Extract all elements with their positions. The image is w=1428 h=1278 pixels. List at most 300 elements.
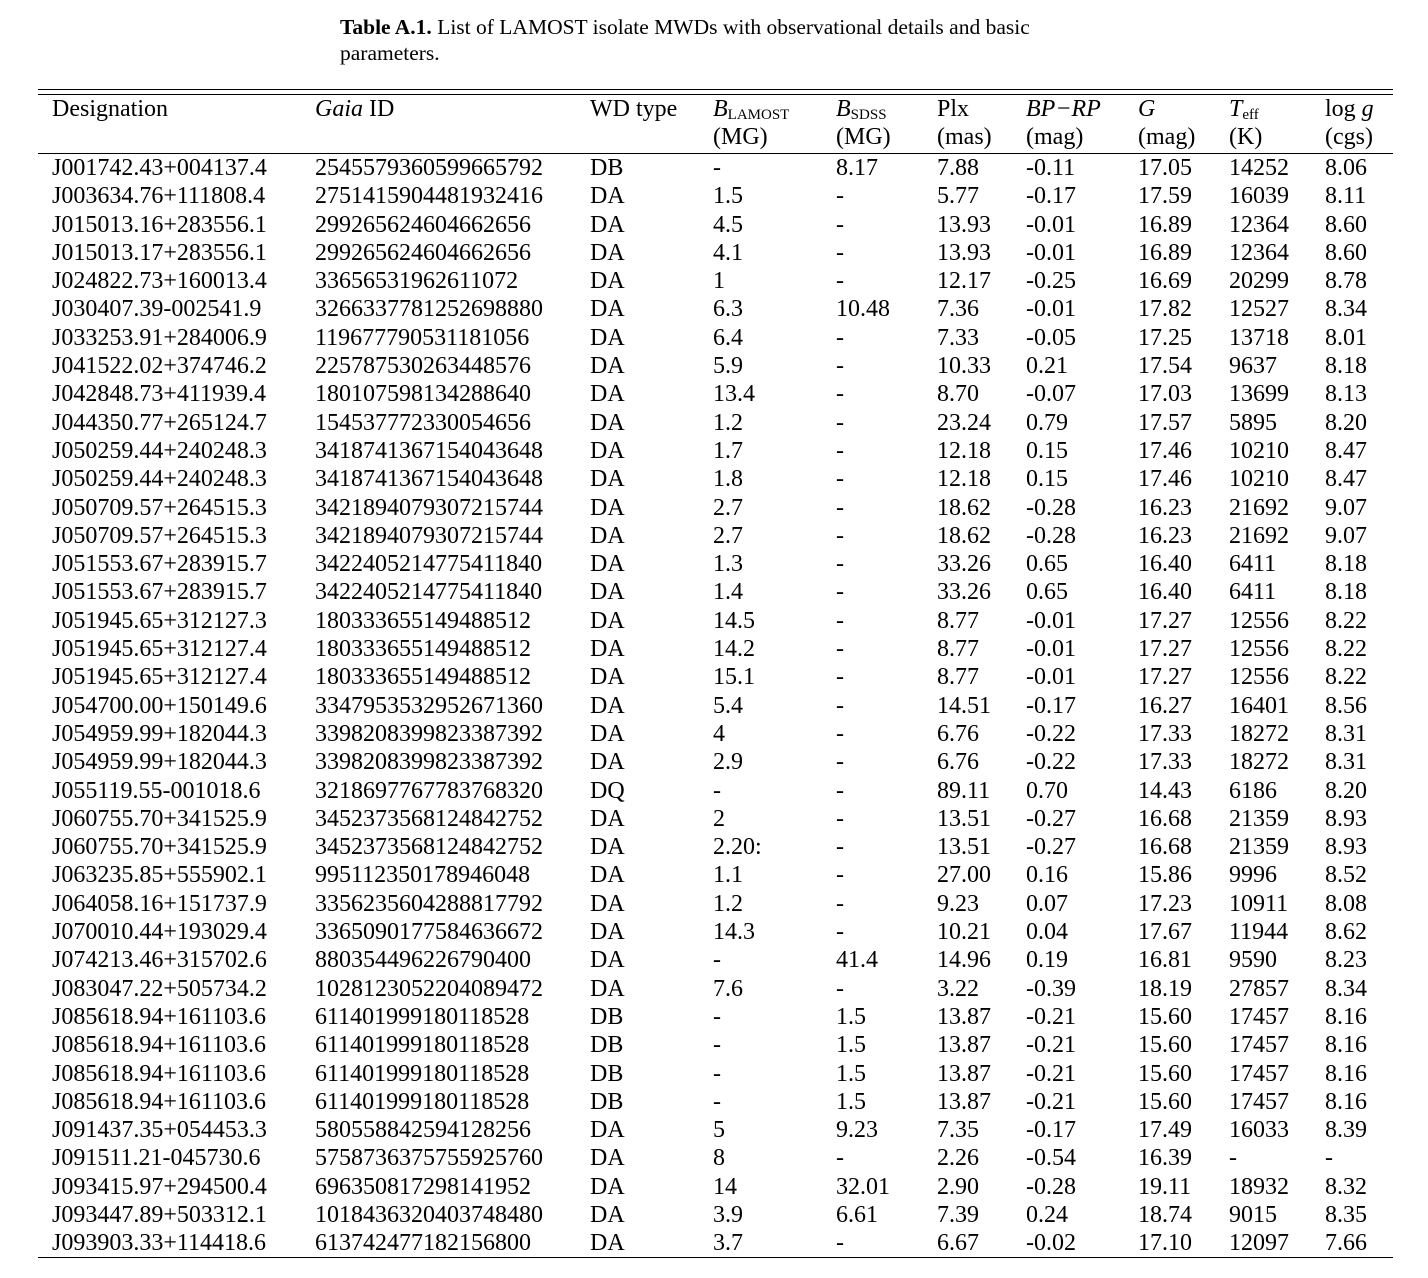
cell-wd-type: DA: [590, 1117, 625, 1144]
cell-teff: 9996: [1229, 862, 1277, 889]
cell-wd-type: DA: [590, 551, 625, 578]
cell-designation: J063235.85+555902.1: [52, 862, 267, 889]
cell-b-lamost: 1.2: [713, 409, 743, 436]
cell-log-g: 8.93: [1325, 834, 1367, 861]
cell-gaia-id: 611401999180118528: [315, 1003, 530, 1030]
cell-bp-rp: -0.05: [1026, 324, 1076, 351]
cell-b-sdss: 10.48: [836, 296, 890, 323]
cell-log-g: 8.31: [1325, 720, 1367, 747]
table-row: [38, 607, 1395, 635]
cell-log-g: 8.16: [1325, 1003, 1367, 1030]
cell-gaia-id: 2545579360599665792: [315, 155, 543, 181]
cell-gaia-id: 3421894079307215744: [315, 522, 543, 549]
table-row: [38, 295, 1395, 323]
cell-plx: 6.76: [937, 749, 979, 776]
cell-plx: 3.22: [937, 975, 979, 1002]
cell-wd-type: DA: [590, 466, 625, 493]
cell-plx: 13.87: [937, 1003, 991, 1030]
table-row: [38, 635, 1395, 663]
cell-b-sdss: -: [836, 1230, 844, 1257]
table-row: [38, 437, 1395, 465]
cell-teff: 18272: [1229, 749, 1289, 776]
cell-b-lamost: 14.5: [713, 607, 755, 634]
cell-designation: J024822.73+160013.4: [52, 268, 267, 295]
cell-log-g: 8.18: [1325, 551, 1367, 578]
cell-teff: 17457: [1229, 1060, 1289, 1087]
cell-log-g: 8.47: [1325, 466, 1367, 493]
cell-b-sdss: 9.23: [836, 1117, 878, 1144]
cell-teff: 6411: [1229, 551, 1277, 578]
cell-b-lamost: -: [713, 155, 721, 181]
cell-b-sdss: -: [836, 636, 844, 663]
cell-b-lamost: 2.7: [713, 494, 743, 521]
cell-b-sdss: -: [836, 692, 844, 719]
table-row: [38, 946, 1395, 974]
cell-designation: J051945.65+312127.3: [52, 607, 267, 634]
cell-b-lamost: 2.20:: [713, 834, 762, 861]
table-row: [38, 1060, 1395, 1088]
cell-bp-rp: -0.54: [1026, 1145, 1076, 1172]
table-row: [38, 748, 1395, 776]
cell-b-sdss: 8.17: [836, 155, 878, 181]
table-row: [38, 1031, 1395, 1059]
cell-plx: 7.35: [937, 1117, 979, 1144]
cell-teff: 21359: [1229, 834, 1289, 861]
cell-gaia-id: 180333655149488512: [315, 664, 531, 691]
cell-teff: 9590: [1229, 947, 1277, 974]
cell-bp-rp: -0.28: [1026, 522, 1076, 549]
table-row: [38, 409, 1395, 437]
cell-designation: J054959.99+182044.3: [52, 720, 267, 747]
cell-log-g: 8.23: [1325, 947, 1367, 974]
cell-gaia-id: 3422405214775411840: [315, 579, 543, 606]
cell-b-sdss: -: [836, 720, 844, 747]
cell-b-lamost: 1.7: [713, 437, 743, 464]
cell-bp-rp: 0.65: [1026, 579, 1068, 606]
cell-gaia-id: 611401999180118528: [315, 1088, 530, 1115]
table-row: [38, 239, 1395, 267]
cell-teff: 10210: [1229, 437, 1289, 464]
table-row: [38, 890, 1395, 918]
cell-b-sdss: -: [836, 749, 844, 776]
cell-wd-type: DA: [590, 211, 625, 238]
cell-bp-rp: -0.17: [1026, 1117, 1076, 1144]
cell-log-g: 8.31: [1325, 749, 1367, 776]
table-row: [38, 154, 1395, 182]
cell-gaia-id: 33656531962611072: [315, 268, 519, 295]
col-header-plx: Plx (mas): [937, 96, 992, 150]
cell-b-sdss: -: [836, 579, 844, 606]
cell-plx: 18.62: [937, 494, 991, 521]
table-row: [38, 1144, 1395, 1172]
cell-b-sdss: -: [836, 381, 844, 408]
cell-wd-type: DB: [590, 1032, 624, 1059]
cell-b-lamost: 1.2: [713, 890, 743, 917]
cell-teff: 17457: [1229, 1003, 1289, 1030]
cell-b-lamost: 5.9: [713, 353, 743, 380]
cell-plx: 89.11: [937, 777, 991, 804]
cell-b-sdss: -: [836, 437, 844, 464]
cell-b-lamost: 2.7: [713, 522, 743, 549]
table-row: [38, 777, 1395, 805]
cell-g-mag: 17.49: [1138, 1117, 1192, 1144]
cell-bp-rp: -0.27: [1026, 805, 1076, 832]
cell-wd-type: DA: [590, 692, 625, 719]
cell-wd-type: DA: [590, 975, 625, 1002]
cell-plx: 10.33: [937, 353, 991, 380]
cell-gaia-id: 613742477182156800: [315, 1230, 531, 1257]
table-row: [38, 720, 1395, 748]
cell-wd-type: DA: [590, 239, 625, 266]
cell-wd-type: DA: [590, 1201, 625, 1228]
cell-designation: J042848.73+411939.4: [52, 381, 266, 408]
cell-log-g: 8.20: [1325, 777, 1367, 804]
cell-teff: 12556: [1229, 664, 1289, 691]
cell-gaia-id: 1018436320403748480: [315, 1201, 543, 1228]
cell-g-mag: 16.40: [1138, 579, 1192, 606]
cell-bp-rp: -0.01: [1026, 239, 1076, 266]
cell-teff: 9637: [1229, 353, 1277, 380]
cell-log-g: 8.62: [1325, 919, 1367, 946]
cell-teff: 21692: [1229, 494, 1289, 521]
cell-g-mag: 15.60: [1138, 1003, 1192, 1030]
cell-gaia-id: 5758736375755925760: [315, 1145, 543, 1172]
col-header-designation: Designation: [52, 96, 168, 122]
cell-designation: J050259.44+240248.3: [52, 466, 267, 493]
cell-g-mag: 16.89: [1138, 239, 1192, 266]
cell-g-mag: 15.86: [1138, 862, 1192, 889]
cell-g-mag: 19.11: [1138, 1173, 1192, 1200]
cell-b-sdss: 1.5: [836, 1003, 866, 1030]
table-row: [38, 1116, 1395, 1144]
cell-b-lamost: -: [713, 1088, 721, 1115]
cell-g-mag: 17.33: [1138, 749, 1192, 776]
cell-log-g: 8.16: [1325, 1088, 1367, 1115]
cell-plx: 12.18: [937, 466, 991, 493]
table-row: [38, 267, 1395, 295]
cell-gaia-id: 225787530263448576: [315, 353, 531, 380]
cell-g-mag: 17.03: [1138, 381, 1192, 408]
cell-g-mag: 16.23: [1138, 494, 1192, 521]
cell-gaia-id: 3398208399823387392: [315, 749, 543, 776]
table-row: [38, 918, 1395, 946]
table-row: [38, 182, 1395, 210]
cell-log-g: 8.35: [1325, 1201, 1367, 1228]
cell-designation: J093903.33+114418.6: [52, 1230, 266, 1257]
cell-wd-type: DA: [590, 437, 625, 464]
cell-log-g: 8.22: [1325, 664, 1367, 691]
cell-bp-rp: -0.01: [1026, 607, 1076, 634]
cell-plx: 14.96: [937, 947, 991, 974]
cell-b-lamost: -: [713, 1060, 721, 1087]
cell-b-sdss: -: [836, 268, 844, 295]
cell-wd-type: DA: [590, 890, 625, 917]
cell-g-mag: 17.46: [1138, 466, 1192, 493]
cell-log-g: 8.16: [1325, 1032, 1367, 1059]
cell-plx: 33.26: [937, 579, 991, 606]
cell-teff: 12364: [1229, 239, 1289, 266]
cell-b-sdss: -: [836, 664, 844, 691]
cell-g-mag: 16.68: [1138, 834, 1192, 861]
cell-designation: J015013.16+283556.1: [52, 211, 267, 238]
cell-designation: J060755.70+341525.9: [52, 834, 267, 861]
cell-designation: J001742.43+004137.4: [52, 155, 267, 181]
cell-plx: 13.87: [937, 1032, 991, 1059]
cell-b-sdss: 1.5: [836, 1088, 866, 1115]
cell-log-g: 8.60: [1325, 211, 1367, 238]
cell-gaia-id: 880354496226790400: [315, 947, 531, 974]
cell-b-sdss: -: [836, 211, 844, 238]
cell-designation: J041522.02+374746.2: [52, 353, 267, 380]
cell-designation: J060755.70+341525.9: [52, 805, 267, 832]
cell-b-sdss: -: [836, 522, 844, 549]
table-row: [38, 550, 1395, 578]
cell-designation: J091437.35+054453.3: [52, 1117, 267, 1144]
cell-teff: 18272: [1229, 720, 1289, 747]
cell-teff: 21692: [1229, 522, 1289, 549]
cell-plx: 18.62: [937, 522, 991, 549]
cell-bp-rp: -0.07: [1026, 381, 1076, 408]
cell-designation: J093447.89+503312.1: [52, 1201, 267, 1228]
col-header-b-lamost: $B_{LAMOST}$ (MG): [713, 96, 790, 150]
table-row: [38, 1003, 1395, 1031]
cell-teff: 10911: [1229, 890, 1289, 917]
cell-plx: 33.26: [937, 551, 991, 578]
cell-g-mag: 17.67: [1138, 919, 1192, 946]
table-row: [38, 380, 1395, 408]
cell-log-g: 8.18: [1325, 579, 1367, 606]
cell-b-lamost: 14.2: [713, 636, 755, 663]
cell-teff: 9015: [1229, 1201, 1277, 1228]
cell-bp-rp: 0.16: [1026, 862, 1068, 889]
cell-g-mag: 17.59: [1138, 183, 1192, 210]
cell-plx: 13.93: [937, 211, 991, 238]
cell-designation: J051945.65+312127.4: [52, 636, 267, 663]
cell-b-lamost: 15.1: [713, 664, 755, 691]
cell-teff: 12097: [1229, 1230, 1289, 1257]
table-row: [38, 1088, 1395, 1116]
cell-log-g: 8.39: [1325, 1117, 1367, 1144]
cell-b-lamost: 1.8: [713, 466, 743, 493]
cell-designation: J074213.46+315702.6: [52, 947, 267, 974]
table-row: [38, 663, 1395, 691]
cell-log-g: 8.56: [1325, 692, 1367, 719]
cell-gaia-id: 3365090177584636672: [315, 919, 543, 946]
cell-log-g: 8.08: [1325, 890, 1367, 917]
cell-b-lamost: 1.3: [713, 551, 743, 578]
cell-teff: 14252: [1229, 155, 1289, 181]
cell-plx: 2.26: [937, 1145, 979, 1172]
cell-wd-type: DA: [590, 720, 625, 747]
cell-g-mag: 17.54: [1138, 353, 1192, 380]
cell-plx: 8.77: [937, 607, 979, 634]
cell-b-sdss: -: [836, 1145, 844, 1172]
data-table: [38, 95, 1395, 1258]
cell-log-g: 8.32: [1325, 1173, 1367, 1200]
table-row: [38, 465, 1395, 493]
cell-designation: J051945.65+312127.4: [52, 664, 267, 691]
cell-log-g: 8.20: [1325, 409, 1367, 436]
cell-plx: 8.70: [937, 381, 979, 408]
cell-b-lamost: 14.3: [713, 919, 755, 946]
cell-g-mag: 16.89: [1138, 211, 1192, 238]
cell-g-mag: 17.25: [1138, 324, 1192, 351]
cell-b-lamost: 1.5: [713, 183, 743, 210]
cell-log-g: 8.11: [1325, 183, 1367, 210]
cell-log-g: 8.47: [1325, 437, 1367, 464]
cell-wd-type: DA: [590, 409, 625, 436]
cell-log-g: 8.22: [1325, 607, 1367, 634]
cell-b-sdss: -: [836, 607, 844, 634]
cell-teff: 6186: [1229, 777, 1277, 804]
cell-bp-rp: -0.01: [1026, 296, 1076, 323]
cell-log-g: 8.60: [1325, 239, 1367, 266]
top-rule-1: [38, 89, 1393, 90]
cell-wd-type: DA: [590, 296, 625, 323]
col-header-bp-rp: BP−RP (mag): [1026, 96, 1101, 150]
cell-g-mag: 17.33: [1138, 720, 1192, 747]
cell-g-mag: 17.46: [1138, 437, 1192, 464]
cell-bp-rp: -0.21: [1026, 1060, 1076, 1087]
table-caption-label: Table A.1.: [340, 15, 432, 39]
cell-plx: 13.51: [937, 805, 991, 832]
cell-b-lamost: 4.1: [713, 239, 743, 266]
cell-wd-type: DA: [590, 664, 625, 691]
cell-b-sdss: -: [836, 324, 844, 351]
cell-bp-rp: -0.17: [1026, 183, 1076, 210]
table-row: [38, 1201, 1395, 1229]
cell-bp-rp: -0.17: [1026, 692, 1076, 719]
cell-b-lamost: 4: [713, 720, 725, 747]
cell-log-g: -: [1325, 1145, 1333, 1172]
cell-bp-rp: 0.24: [1026, 1201, 1068, 1228]
cell-designation: J070010.44+193029.4: [52, 919, 267, 946]
cell-wd-type: DB: [590, 1088, 624, 1115]
cell-gaia-id: 3398208399823387392: [315, 720, 543, 747]
cell-g-mag: 17.23: [1138, 890, 1192, 917]
cell-gaia-id: 299265624604662656: [315, 211, 531, 238]
cell-gaia-id: 3218697767783768320: [315, 777, 543, 804]
cell-plx: 7.88: [937, 155, 979, 181]
cell-plx: 2.90: [937, 1173, 979, 1200]
cell-wd-type: DA: [590, 607, 625, 634]
cell-teff: 11944: [1229, 919, 1289, 946]
cell-b-sdss: 6.61: [836, 1201, 878, 1228]
cell-g-mag: 18.74: [1138, 1201, 1192, 1228]
cell-log-g: 9.07: [1325, 522, 1367, 549]
cell-gaia-id: 611401999180118528: [315, 1032, 530, 1059]
col-header-g-mag: G (mag): [1138, 96, 1196, 150]
cell-log-g: 8.34: [1325, 296, 1367, 323]
cell-bp-rp: -0.01: [1026, 664, 1076, 691]
cell-designation: J050259.44+240248.3: [52, 437, 267, 464]
cell-bp-rp: 0.07: [1026, 890, 1068, 917]
cell-gaia-id: 3421894079307215744: [315, 494, 543, 521]
cell-log-g: 7.66: [1325, 1230, 1367, 1257]
cell-teff: 12527: [1229, 296, 1289, 323]
cell-g-mag: 17.27: [1138, 636, 1192, 663]
cell-wd-type: DA: [590, 1173, 625, 1200]
cell-designation: J003634.76+111808.4: [52, 183, 266, 210]
cell-gaia-id: 180333655149488512: [315, 607, 531, 634]
cell-wd-type: DA: [590, 183, 625, 210]
cell-b-sdss: -: [836, 183, 844, 210]
cell-teff: 27857: [1229, 975, 1289, 1002]
cell-wd-type: DA: [590, 1230, 625, 1257]
cell-bp-rp: -0.01: [1026, 211, 1076, 238]
cell-log-g: 9.07: [1325, 494, 1367, 521]
cell-g-mag: 16.40: [1138, 551, 1192, 578]
cell-gaia-id: 3418741367154043648: [315, 466, 543, 493]
cell-gaia-id: 1028123052204089472: [315, 975, 543, 1002]
cell-b-lamost: 4.5: [713, 211, 743, 238]
cell-wd-type: DA: [590, 579, 625, 606]
cell-b-lamost: 3.9: [713, 1201, 743, 1228]
cell-b-lamost: -: [713, 777, 721, 804]
cell-teff: 13699: [1229, 381, 1289, 408]
cell-log-g: 8.06: [1325, 155, 1367, 181]
cell-designation: J051553.67+283915.7: [52, 579, 267, 606]
cell-designation: J051553.67+283915.7: [52, 551, 267, 578]
cell-b-lamost: 2.9: [713, 749, 743, 776]
cell-g-mag: 15.60: [1138, 1088, 1192, 1115]
cell-plx: 6.76: [937, 720, 979, 747]
cell-bp-rp: -0.28: [1026, 494, 1076, 521]
cell-wd-type: DA: [590, 834, 625, 861]
table-row: [38, 578, 1395, 606]
cell-designation: J030407.39-002541.9: [52, 296, 262, 323]
cell-log-g: 8.13: [1325, 381, 1367, 408]
cell-designation: J054700.00+150149.6: [52, 692, 267, 719]
table-row: [38, 494, 1395, 522]
cell-designation: J091511.21-045730.6: [52, 1145, 261, 1172]
cell-gaia-id: 995112350178946048: [315, 862, 531, 889]
cell-b-lamost: -: [713, 1032, 721, 1059]
cell-teff: 12556: [1229, 636, 1289, 663]
cell-g-mag: 16.68: [1138, 805, 1192, 832]
cell-bp-rp: 0.04: [1026, 919, 1068, 946]
cell-b-sdss: -: [836, 834, 844, 861]
cell-g-mag: 14.43: [1138, 777, 1192, 804]
cell-b-lamost: 5: [713, 1117, 725, 1144]
cell-log-g: 8.78: [1325, 268, 1367, 295]
table-row: [38, 1173, 1395, 1201]
cell-g-mag: 17.27: [1138, 607, 1192, 634]
cell-log-g: 8.18: [1325, 353, 1367, 380]
cell-b-lamost: 13.4: [713, 381, 755, 408]
cell-designation: J093415.97+294500.4: [52, 1173, 267, 1200]
cell-gaia-id: 2751415904481932416: [315, 183, 543, 210]
table-row: [38, 324, 1395, 352]
cell-bp-rp: 0.15: [1026, 466, 1068, 493]
cell-b-lamost: 2: [713, 805, 725, 832]
cell-b-sdss: -: [836, 494, 844, 521]
cell-teff: 21359: [1229, 805, 1289, 832]
cell-plx: 8.77: [937, 636, 979, 663]
cell-plx: 7.39: [937, 1201, 979, 1228]
cell-designation: J054959.99+182044.3: [52, 749, 267, 776]
cell-teff: 20299: [1229, 268, 1289, 295]
cell-log-g: 8.22: [1325, 636, 1367, 663]
cell-wd-type: DA: [590, 324, 625, 351]
cell-gaia-id: 3356235604288817792: [315, 890, 543, 917]
cell-gaia-id: 611401999180118528: [315, 1060, 530, 1087]
cell-plx: 13.51: [937, 834, 991, 861]
cell-plx: 12.18: [937, 437, 991, 464]
table-row: [38, 352, 1395, 380]
cell-bp-rp: -0.11: [1026, 155, 1076, 181]
cell-b-sdss: -: [836, 551, 844, 578]
